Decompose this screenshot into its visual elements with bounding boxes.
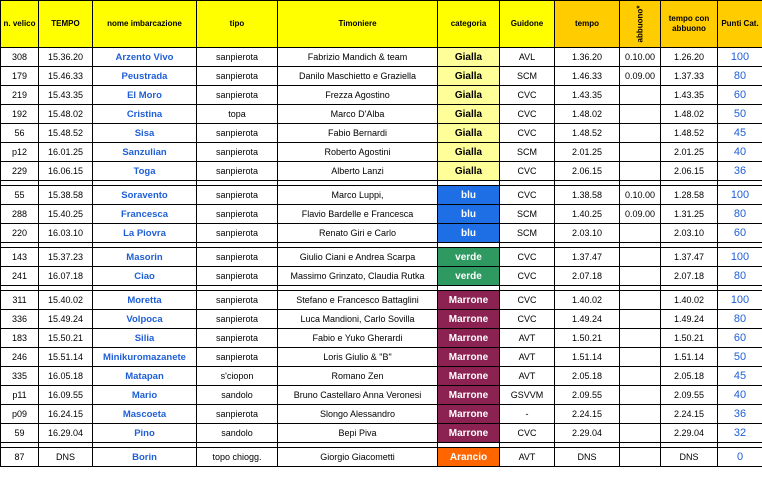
pennant-cell: CVC (500, 310, 555, 329)
category-cell: Gialla (438, 105, 500, 124)
allowance-cell (620, 248, 661, 267)
allowance-cell (620, 405, 661, 424)
sail-number-cell: 192 (1, 105, 39, 124)
corrected-time-cell: 1.43.35 (661, 86, 718, 105)
corrected-time-cell: 1.49.24 (661, 310, 718, 329)
corrected-time-cell: 2.24.15 (661, 405, 718, 424)
elapsed-time-cell: 2.09.55 (555, 386, 620, 405)
finish-time-cell: 16.03.10 (39, 224, 93, 243)
category-cell: Gialla (438, 48, 500, 67)
helmsman-cell: Stefano e Francesco Battaglini (278, 291, 438, 310)
sail-number-cell: 335 (1, 367, 39, 386)
boat-type-cell: topa (197, 105, 278, 124)
finish-time-cell: 16.09.55 (39, 386, 93, 405)
boat-type-cell: sanpierota (197, 291, 278, 310)
pennant-cell: SCM (500, 143, 555, 162)
table-row (1, 291, 762, 310)
allowance-cell (620, 329, 661, 348)
points-cell: 32 (718, 424, 762, 443)
sail-number-cell: 246 (1, 348, 39, 367)
allowance-cell: 0.10.00 (620, 48, 661, 67)
table-row (1, 310, 762, 329)
helmsman-cell: Luca Mandioni, Carlo Sovilla (278, 310, 438, 329)
category-cell: verde (438, 267, 500, 286)
boat-name-cell: Francesca (93, 205, 197, 224)
results-body (1, 48, 762, 467)
points-cell: 80 (718, 310, 762, 329)
boat-name-cell: Moretta (93, 291, 197, 310)
boat-name-cell: Masorin (93, 248, 197, 267)
points-cell: 40 (718, 143, 762, 162)
table-row (1, 248, 762, 267)
sail-number-cell: 241 (1, 267, 39, 286)
table-row (1, 105, 762, 124)
allowance-cell (620, 386, 661, 405)
boat-type-cell: sandolo (197, 386, 278, 405)
category-cell: Marrone (438, 424, 500, 443)
helmsman-cell: Bruno Castellaro Anna Veronesi (278, 386, 438, 405)
boat-name-cell: Volpoca (93, 310, 197, 329)
corrected-time-cell: 1.37.33 (661, 67, 718, 86)
elapsed-time-cell: 1.50.21 (555, 329, 620, 348)
helmsman-cell: Fabio Bernardi (278, 124, 438, 143)
corrected-time-cell: 1.28.58 (661, 186, 718, 205)
pennant-cell: CVC (500, 186, 555, 205)
points-cell: 36 (718, 405, 762, 424)
points-cell: 60 (718, 329, 762, 348)
table-row (1, 329, 762, 348)
finish-time-cell: 15.43.35 (39, 86, 93, 105)
corrected-time-cell: 2.29.04 (661, 424, 718, 443)
points-cell: 45 (718, 367, 762, 386)
boat-type-cell: sanpierota (197, 310, 278, 329)
pennant-cell: GSVVM (500, 386, 555, 405)
allowance-cell (620, 267, 661, 286)
finish-time-cell: DNS (39, 448, 93, 467)
allowance-cell (620, 424, 661, 443)
allowance-cell (620, 310, 661, 329)
table-row (1, 367, 762, 386)
elapsed-time-cell: 1.37.47 (555, 248, 620, 267)
table-row (1, 386, 762, 405)
corrected-time-cell: 1.31.25 (661, 205, 718, 224)
sail-number-cell: 183 (1, 329, 39, 348)
boat-type-cell: topo chiogg. (197, 448, 278, 467)
elapsed-time-cell: 1.51.14 (555, 348, 620, 367)
corrected-time-cell: 1.26.20 (661, 48, 718, 67)
boat-name-cell: Mario (93, 386, 197, 405)
header-row (1, 1, 762, 48)
corrected-time-cell: 2.03.10 (661, 224, 718, 243)
sail-number-cell: 220 (1, 224, 39, 243)
allowance-cell (620, 224, 661, 243)
category-cell: Marrone (438, 405, 500, 424)
corrected-time-cell: DNS (661, 448, 718, 467)
helmsman-cell: Bepi Piva (278, 424, 438, 443)
sail-number-cell: p11 (1, 386, 39, 405)
elapsed-time-cell: 1.36.20 (555, 48, 620, 67)
corrected-time-cell: 1.48.52 (661, 124, 718, 143)
sail-number-cell: 288 (1, 205, 39, 224)
finish-time-cell: 15.48.02 (39, 105, 93, 124)
elapsed-time-cell: 2.01.25 (555, 143, 620, 162)
header-sail-number: n. velico (1, 1, 39, 48)
boat-type-cell: s'ciopon (197, 367, 278, 386)
pennant-cell: CVC (500, 105, 555, 124)
header-allowance (620, 1, 661, 48)
finish-time-cell: 15.51.14 (39, 348, 93, 367)
helmsman-cell: Danilo Maschietto e Graziella (278, 67, 438, 86)
finish-time-cell: 15.49.24 (39, 310, 93, 329)
finish-time-cell: 16.01.25 (39, 143, 93, 162)
elapsed-time-cell: 2.24.15 (555, 405, 620, 424)
finish-time-cell: 16.05.18 (39, 367, 93, 386)
corrected-time-cell: 1.40.02 (661, 291, 718, 310)
boat-name-cell: Pino (93, 424, 197, 443)
points-cell: 50 (718, 105, 762, 124)
elapsed-time-cell: 2.05.18 (555, 367, 620, 386)
boat-name-cell: Minikuromazanete (93, 348, 197, 367)
finish-time-cell: 15.38.58 (39, 186, 93, 205)
boat-name-cell: La Piovra (93, 224, 197, 243)
helmsman-cell: Marco Luppi, (278, 186, 438, 205)
category-cell: Marrone (438, 386, 500, 405)
corrected-time-cell: 2.05.18 (661, 367, 718, 386)
boat-name-cell: Sanzulian (93, 143, 197, 162)
points-cell: 60 (718, 224, 762, 243)
helmsman-cell: Fabio e Yuko Gherardi (278, 329, 438, 348)
helmsman-cell: Massimo Grinzato, Claudia Rutka (278, 267, 438, 286)
corrected-time-cell: 1.51.14 (661, 348, 718, 367)
finish-time-cell: 15.46.33 (39, 67, 93, 86)
allowance-cell: 0.10.00 (620, 186, 661, 205)
points-cell: 40 (718, 386, 762, 405)
boat-name-cell: Soravento (93, 186, 197, 205)
header-boat-name: nome imbarcazione (93, 1, 197, 48)
sail-number-cell: 311 (1, 291, 39, 310)
table-row (1, 205, 762, 224)
sail-number-cell: 336 (1, 310, 39, 329)
table-row (1, 124, 762, 143)
corrected-time-cell: 2.01.25 (661, 143, 718, 162)
points-cell: 100 (718, 248, 762, 267)
table-row (1, 424, 762, 443)
category-cell: blu (438, 224, 500, 243)
elapsed-time-cell: 2.07.18 (555, 267, 620, 286)
finish-time-cell: 15.48.52 (39, 124, 93, 143)
table-row (1, 267, 762, 286)
points-cell: 0 (718, 448, 762, 467)
table-row (1, 405, 762, 424)
allowance-cell (620, 143, 661, 162)
finish-time-cell: 16.06.15 (39, 162, 93, 181)
pennant-cell: CVC (500, 424, 555, 443)
finish-time-cell: 16.07.18 (39, 267, 93, 286)
boat-type-cell: sanpierota (197, 186, 278, 205)
category-cell: Gialla (438, 67, 500, 86)
elapsed-time-cell: DNS (555, 448, 620, 467)
boat-type-cell: sanpierota (197, 143, 278, 162)
boat-type-cell: sandolo (197, 424, 278, 443)
corrected-time-cell: 2.06.15 (661, 162, 718, 181)
helmsman-cell: Renato Giri e Carlo (278, 224, 438, 243)
helmsman-cell: Giorgio Giacometti (278, 448, 438, 467)
helmsman-cell: Frezza Agostino (278, 86, 438, 105)
allowance-cell (620, 367, 661, 386)
helmsman-cell: Flavio Bardelle e Francesca (278, 205, 438, 224)
pennant-cell: CVC (500, 291, 555, 310)
boat-name-cell: Peustrada (93, 67, 197, 86)
pennant-cell: AVT (500, 348, 555, 367)
elapsed-time-cell: 2.06.15 (555, 162, 620, 181)
boat-type-cell: sanpierota (197, 348, 278, 367)
helmsman-cell: Alberto Lanzi (278, 162, 438, 181)
helmsman-cell: Slongo Alessandro (278, 405, 438, 424)
helmsman-cell: Marco D'Alba (278, 105, 438, 124)
sail-number-cell: 179 (1, 67, 39, 86)
boat-type-cell: sanpierota (197, 162, 278, 181)
sail-number-cell: 308 (1, 48, 39, 67)
table-row (1, 186, 762, 205)
elapsed-time-cell: 1.43.35 (555, 86, 620, 105)
sail-number-cell: 143 (1, 248, 39, 267)
pennant-cell: AVT (500, 329, 555, 348)
finish-time-cell: 16.24.15 (39, 405, 93, 424)
table-row (1, 143, 762, 162)
table-row (1, 86, 762, 105)
boat-name-cell: Borin (93, 448, 197, 467)
sail-number-cell: p09 (1, 405, 39, 424)
allowance-cell (620, 162, 661, 181)
table-row (1, 162, 762, 181)
header-points: Punti Cat. (718, 1, 762, 48)
category-cell: Gialla (438, 86, 500, 105)
boat-name-cell: Matapan (93, 367, 197, 386)
boat-name-cell: Toga (93, 162, 197, 181)
boat-type-cell: sanpierota (197, 405, 278, 424)
helmsman-cell: Fabrizio Mandich & team (278, 48, 438, 67)
category-cell: Gialla (438, 124, 500, 143)
header-helmsman: Timoniere (278, 1, 438, 48)
sail-number-cell: 87 (1, 448, 39, 467)
pennant-cell: CVC (500, 267, 555, 286)
allowance-cell: 0.09.00 (620, 205, 661, 224)
helmsman-cell: Romano Zen (278, 367, 438, 386)
corrected-time-cell: 1.48.02 (661, 105, 718, 124)
header-category: categoria (438, 1, 500, 48)
allowance-cell (620, 348, 661, 367)
allowance-cell (620, 86, 661, 105)
category-cell: Marrone (438, 310, 500, 329)
finish-time-cell: 16.29.04 (39, 424, 93, 443)
pennant-cell: CVC (500, 86, 555, 105)
boat-type-cell: sanpierota (197, 48, 278, 67)
pennant-cell: AVL (500, 48, 555, 67)
category-cell: Marrone (438, 348, 500, 367)
finish-time-cell: 15.40.02 (39, 291, 93, 310)
category-cell: Marrone (438, 291, 500, 310)
header-time: TEMPO (39, 1, 93, 48)
elapsed-time-cell: 1.48.02 (555, 105, 620, 124)
points-cell: 80 (718, 267, 762, 286)
corrected-time-cell: 2.07.18 (661, 267, 718, 286)
table-row (1, 48, 762, 67)
category-cell: Gialla (438, 162, 500, 181)
boat-name-cell: Arzento Vivo (93, 48, 197, 67)
pennant-cell: CVC (500, 124, 555, 143)
pennant-cell: - (500, 405, 555, 424)
boat-name-cell: Sisa (93, 124, 197, 143)
points-cell: 60 (718, 86, 762, 105)
helmsman-cell: Giulio Ciani e Andrea Scarpa (278, 248, 438, 267)
corrected-time-cell: 1.37.47 (661, 248, 718, 267)
category-cell: verde (438, 248, 500, 267)
finish-time-cell: 15.40.25 (39, 205, 93, 224)
boat-type-cell: sanpierota (197, 224, 278, 243)
boat-name-cell: El Moro (93, 86, 197, 105)
header-type: tipo (197, 1, 278, 48)
table-row (1, 348, 762, 367)
sail-number-cell: 229 (1, 162, 39, 181)
helmsman-cell: Loris Giulio & "B" (278, 348, 438, 367)
table-row (1, 448, 762, 467)
points-cell: 36 (718, 162, 762, 181)
pennant-cell: SCM (500, 205, 555, 224)
header-corrected: tempo con abbuono (661, 1, 718, 48)
boat-type-cell: sanpierota (197, 86, 278, 105)
boat-type-cell: sanpierota (197, 248, 278, 267)
pennant-cell: SCM (500, 224, 555, 243)
table-row (1, 224, 762, 243)
sail-number-cell: 219 (1, 86, 39, 105)
boat-type-cell: sanpierota (197, 124, 278, 143)
corrected-time-cell: 1.50.21 (661, 329, 718, 348)
elapsed-time-cell: 1.48.52 (555, 124, 620, 143)
helmsman-cell: Roberto Agostini (278, 143, 438, 162)
boat-name-cell: Ciao (93, 267, 197, 286)
corrected-time-cell: 2.09.55 (661, 386, 718, 405)
table-row (1, 67, 762, 86)
boat-type-cell: sanpierota (197, 205, 278, 224)
category-cell: Gialla (438, 143, 500, 162)
boat-type-cell: sanpierota (197, 67, 278, 86)
points-cell: 100 (718, 186, 762, 205)
allowance-cell (620, 124, 661, 143)
category-cell: Marrone (438, 329, 500, 348)
category-cell: Marrone (438, 367, 500, 386)
pennant-cell: AVT (500, 448, 555, 467)
allowance-cell (620, 448, 661, 467)
elapsed-time-cell: 1.40.02 (555, 291, 620, 310)
elapsed-time-cell: 2.03.10 (555, 224, 620, 243)
allowance-cell (620, 105, 661, 124)
finish-time-cell: 15.50.21 (39, 329, 93, 348)
finish-time-cell: 15.36.20 (39, 48, 93, 67)
sail-number-cell: 59 (1, 424, 39, 443)
pennant-cell: CVC (500, 248, 555, 267)
sail-number-cell: p12 (1, 143, 39, 162)
pennant-cell: AVT (500, 367, 555, 386)
points-cell: 45 (718, 124, 762, 143)
sail-number-cell: 55 (1, 186, 39, 205)
category-cell: Arancio (438, 448, 500, 467)
elapsed-time-cell: 1.40.25 (555, 205, 620, 224)
pennant-cell: CVC (500, 162, 555, 181)
boat-name-cell: Cristina (93, 105, 197, 124)
header-elapsed: tempo (555, 1, 620, 48)
points-cell: 100 (718, 291, 762, 310)
pennant-cell: SCM (500, 67, 555, 86)
points-cell: 100 (718, 48, 762, 67)
points-cell: 80 (718, 67, 762, 86)
category-cell: blu (438, 186, 500, 205)
finish-time-cell: 15.37.23 (39, 248, 93, 267)
elapsed-time-cell: 1.38.58 (555, 186, 620, 205)
boat-type-cell: sanpierota (197, 329, 278, 348)
allowance-cell (620, 291, 661, 310)
points-cell: 80 (718, 205, 762, 224)
elapsed-time-cell: 1.46.33 (555, 67, 620, 86)
header-pennant: Guidone (500, 1, 555, 48)
elapsed-time-cell: 1.49.24 (555, 310, 620, 329)
elapsed-time-cell: 2.29.04 (555, 424, 620, 443)
points-cell: 50 (718, 348, 762, 367)
boat-name-cell: Mascoeta (93, 405, 197, 424)
allowance-cell: 0.09.00 (620, 67, 661, 86)
category-cell: blu (438, 205, 500, 224)
header-allowance-label: abbuono* (634, 5, 644, 43)
boat-type-cell: sanpierota (197, 267, 278, 286)
sail-number-cell: 56 (1, 124, 39, 143)
boat-name-cell: Silia (93, 329, 197, 348)
